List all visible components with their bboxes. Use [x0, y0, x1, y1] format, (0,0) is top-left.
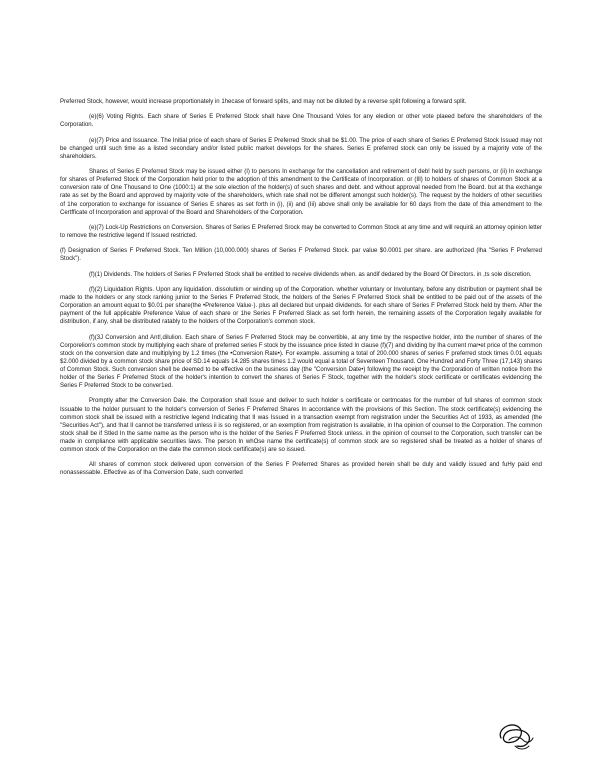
paragraph-price-issuance: (e)(7) Price and Issuance. The Initial price of each share of Series E Preferred Stock shall be $1.00. The price of each share of Series E Preferred Stock Issued may not be changed until such time as a listed secondary and/or listed public market develops for the shares. Series E preferred stock can only be issued by a majority vote of the shareholders.: [60, 137, 542, 160]
paragraph-series-f-designation: (f) Designation of Series F Preferred Stock. Ten Million (10,000.000) shares of Series F Preferred Stock. par value $0.0001 per share. are authorized (lha "Series F Preferred Stock").: [60, 248, 542, 263]
paragraph-all-shares-delivered: All shares of common stock delivered upon conversion of the Series F Preferred Shares as provided herein shall be duly and validly issued and fuHy paid end nonassessable. Effective as of Iha Conversion Date, such converted: [60, 462, 542, 477]
paragraph-forward-splits: Preferred Stock, however, would increase proportionately in 1hecase of forward splits, and may not be diluted by a reverse split following a forward split.: [60, 99, 467, 105]
paragraph-conversion-antidilution: (f)(3J Conversion and Ant!,dilulion. Each share of Series F Preferred Stock may be convertible, at any time by the respective holder, into the number of shares of the Corporelion's common stock by multiplying each share of preferred series F stock by the issuance price listed In clause (f)(7) and dividing by Iha current mar•et price of the common stock on the conversion date and multiplying by 1.2 times (the •Conversion Rate•). For example. assuming a total of 200.000 shares of series F preferred stock times 0.01 equals $2.000 divided by a common stock share price of SD.14 equals 14.285 shares times 1.2 would equal a total of Seventeen Thousand. One Hundred and Forty Three (17,143) shares of Common Stock. Such conversion shell be deemed to be effective on the business day (the "Conversion Date•) following the receipt by the Corporation of written notice from the holder of the Series F Preferred Stock of the holder's intention to convert the shares of Series F Stock, together with the holder's stock certificate or certificates evidencing the Series F Preferred Stock to be conver1ed.: [60, 334, 542, 390]
paragraph-dividends: (f)(1) Dividends. The holders of Series F Preferred Stock shall be entitled to receive dividends when. as andif dedared by the Board Of Directors. in ,ts sole discretion.: [89, 271, 532, 278]
paragraph-promptly-after-conversion: Promptly after the Conversion Dale. the Corporation shall Issue and deliver to such holder s certificate or certmcates for the number of full shares of common stock Issuable to the holder pursuant to the holder's conversion of Series F Preferred Shares In accordance with the provisions of this Section. The stock certificate(s) evidencing the common stock shall be issued with a restrictive legend Indicating that II was Issued in a transaction exempt from registration under the Securities Act of 1933, as amended (the "Securities Act"), and !hat II cannot be transferred unless ii is so registered, or an exemption from registration Is available, in Iha opinion of counsel to the Corporation. The common stock shall be if Stled In the same name as the person who is the holder of the Series F Preferred Stock unless. in the opinion of counsel to the Corporation, such transfer can be made in compliance with applicable securities laws. The person In whOse name the certificate(s) of common stock are so registered shall be treated as a holder of shares of common stock of the Corporation on the date the common stock certificate(s) are so issued.: [60, 398, 542, 453]
document-page: [60, 98, 542, 485]
paragraph-voting-rights: (e)(6) Voting Rights. Each share of Series E Preferred Stock shall have One Thousand Voles for any eledion or other vote plaeed before the shareholders of the Corporation.: [60, 114, 542, 129]
signature-initials: [495, 716, 535, 752]
paragraph-lockup-restrictions: (e)(7) Lock-Up Restrictions on Conversion. Shares of Series E Preferred Srock may be converted to Common Stock at any time and will requir& an attorney opinion letter to remove the restrictive legend If Issued restricted.: [60, 224, 542, 239]
paragraph-shares-issued: Shares of Series E Preferred Stock may be issued either (I) to persons In exchange for the cancellation and retirement of deb! held by such persons, or (ii) In exchange for shares of Preferred Stock of the Corporation held prior to the adoption of this amendment to the Certificate of Incorporation. or (Ill) to holders of shares of Common Stock at a conversion rate of One Thousand to One (1000:1) at the sole election of the holder(s) of such shares and debt. and without approval needed from !he Board. but at tha exchange rate as set by the Board and approved by majority vote of the shareholders, which rate shall not be different amongst such holder(s). The request by the holders of other securities of 1he corporation to exchange for issuance of Series E shares as set forth in (i), (ii) and (Iii) above shall only be available for 60 days from the date of thia amendment to !he Certfficate of Incorporation and approval of the Board and Shareholders of the Corporation.: [60, 169, 542, 216]
paragraph-liquidation-rights: (f)(2) Liquidation Rights. Upon any liquidation. dissolutkm or winding up of the Corporation. whether voluntary or Involuntary, before any distribution or payment shall be made to the holders or any stock ranking junior to the Series F Preferred Stock, the holders of the Series F Preferred Stock shall be entitled to be paid out of the assets of the Corporation an amount equat to $0.01 per share(the •Preference Value·). plus all declared but unpaid dividends. for each share of Series F Preferred Stock held by them. After the payment of the full applicable Preference Value of each share or 1he Series F Preferred Slack as set forth herein, the remaining assets of the Corporation legally available for distribution, if any, shall be distributed ratably to the holders of the Corporation's common stock.: [60, 286, 542, 326]
